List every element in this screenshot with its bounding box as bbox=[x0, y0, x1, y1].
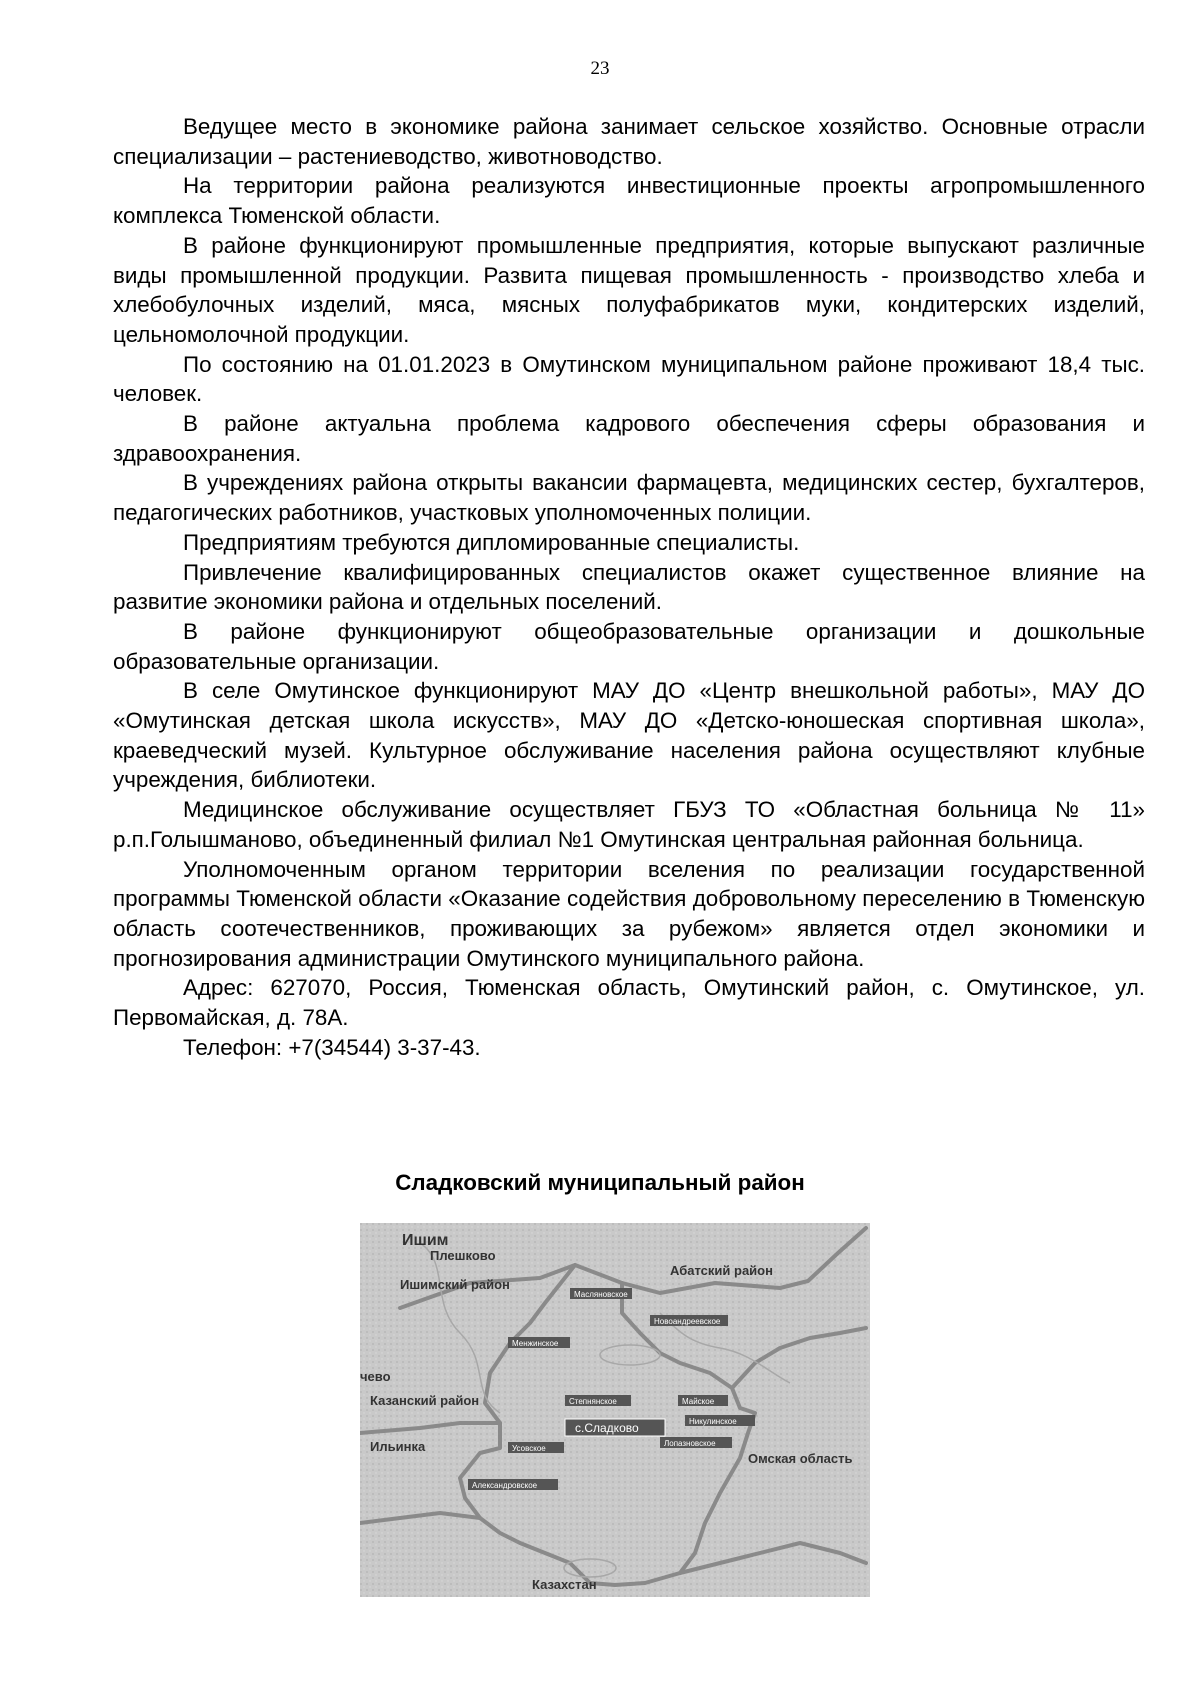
settlement-aleksandrovskoe bbox=[468, 1479, 558, 1490]
paragraph-address: Адрес: 627070, Россия, Тюменская область, Омутинский район, с. Омутинское, ул. Первомайская, д. 78А. bbox=[113, 975, 1145, 1031]
paragraph: В районе актуальна проблема кадрового обеспечения сферы образования и здравоохранения. bbox=[113, 411, 1145, 466]
svg-text:Степнянское: Степнянское bbox=[569, 1397, 617, 1406]
svg-text:Лопазновское: Лопазновское bbox=[664, 1439, 716, 1448]
label-omsk-oblast: Омская область bbox=[748, 1451, 853, 1466]
settlement-stepnyanskoe bbox=[565, 1395, 631, 1406]
paragraph: По состоянию на 01.01.2023 в Омутинском муниципальном районе проживают 18,4 тыс. человек. bbox=[113, 351, 1145, 407]
svg-text:Новоандреевское: Новоандреевское bbox=[654, 1317, 721, 1326]
svg-text:Усовское: Усовское bbox=[512, 1444, 546, 1453]
district-map bbox=[360, 1223, 870, 1597]
paragraph: На территории района реализуются инвестиционные проекты агропромышленного комплекса Тюменской области. bbox=[113, 173, 1145, 229]
label-ilinka: Ильинка bbox=[370, 1439, 426, 1454]
section-title: Сладковский муниципальный район bbox=[395, 1170, 805, 1195]
paragraph: В селе Омутинское функционируют МАУ ДО «Центр внешкольной работы», МАУ ДО «Омутинская детская школа искусств», МАУ ДО «Детско-юношеская спортивная школа», краеведческий музей. Культурное обслуживание населения района осуществляют клубные учреждения, библиотеки. bbox=[113, 678, 1145, 793]
label-abatsky-district: Абатский район bbox=[670, 1263, 773, 1278]
paragraph: Медицинское обслуживание осуществляет ГБУЗ ТО «Областная больница № 11» р.п.Голышманово, объединенный филиал №1 Омутинская центральная районная больница. bbox=[113, 797, 1145, 852]
paragraph: В учреждениях района открыты вакансии фармацевта, медицинских сестер, бухгалтеров, педагогических работников, участковых уполномоченных полиции. bbox=[113, 470, 1145, 526]
paragraph: В районе функционируют общеобразовательные организации и дошкольные образовательные организации. bbox=[113, 618, 1145, 674]
svg-text:Никулинское: Никулинское bbox=[689, 1417, 737, 1426]
settlement-maiskoe bbox=[678, 1395, 728, 1406]
label-kazakhstan: Казахстан bbox=[532, 1577, 597, 1592]
label-evo: чево bbox=[360, 1369, 391, 1384]
paragraph: В районе функционируют промышленные предприятия, которые выпускают различные виды промышленной продукции. Развита пищевая промышленность - производство хлеба и хлебобулочных изделий, мяса, мясных полуфабрикатов муки, кондитерских изделий, цельномолочной продукции. bbox=[113, 232, 1145, 347]
settlement-usovskoe bbox=[508, 1442, 564, 1453]
label-ishim-district: Ишимский район bbox=[400, 1277, 510, 1292]
page-number: 23 bbox=[590, 58, 610, 79]
settlement-sladkovo bbox=[565, 1419, 665, 1436]
paragraph: Предприятиям требуются дипломированные специалисты. bbox=[183, 529, 800, 555]
label-kazansky-district: Казанский район bbox=[370, 1393, 480, 1408]
label-pleshkovo: Плешково bbox=[430, 1248, 496, 1263]
svg-text:Менжинское: Менжинское bbox=[512, 1339, 559, 1348]
paragraph: Привлечение квалифицированных специалистов окажет существенное влияние на развитие экономики района и отдельных поселений. bbox=[113, 559, 1145, 615]
settlement-lopaznovskoe bbox=[660, 1437, 732, 1448]
settlement-nikulinskoe bbox=[685, 1415, 755, 1426]
paragraph: Ведущее место в экономике района занимает сельское хозяйство. Основные отрасли специализации – растениеводство, животноводство. bbox=[113, 114, 1145, 169]
paragraph: Уполномоченным органом территории вселения по реализации государственной программы Тюменской области «Оказание содействия добровольному переселению в Тюменскую область соотечественников, проживающих за рубежом» является отдел экономики и прогнозирования администрации Омутинского муниципального района. bbox=[113, 856, 1145, 971]
paragraph-phone: Телефон: +7(34544) 3-37-43. bbox=[183, 1034, 481, 1060]
svg-text:Масляновское: Масляновское bbox=[574, 1290, 628, 1299]
svg-text:Майское: Майское bbox=[682, 1397, 715, 1406]
settlement-menzhinskoe bbox=[508, 1337, 570, 1348]
settlement-novoandreevskoe bbox=[650, 1315, 728, 1326]
body-text bbox=[113, 112, 1145, 1063]
settlement-maslyanovskoe bbox=[570, 1288, 632, 1299]
label-ishim: Ишим bbox=[402, 1232, 449, 1249]
district-map-svg bbox=[360, 1223, 870, 1597]
svg-text:с.Сладково: с.Сладково bbox=[575, 1421, 639, 1435]
svg-text:Александровское: Александровское bbox=[472, 1481, 538, 1490]
